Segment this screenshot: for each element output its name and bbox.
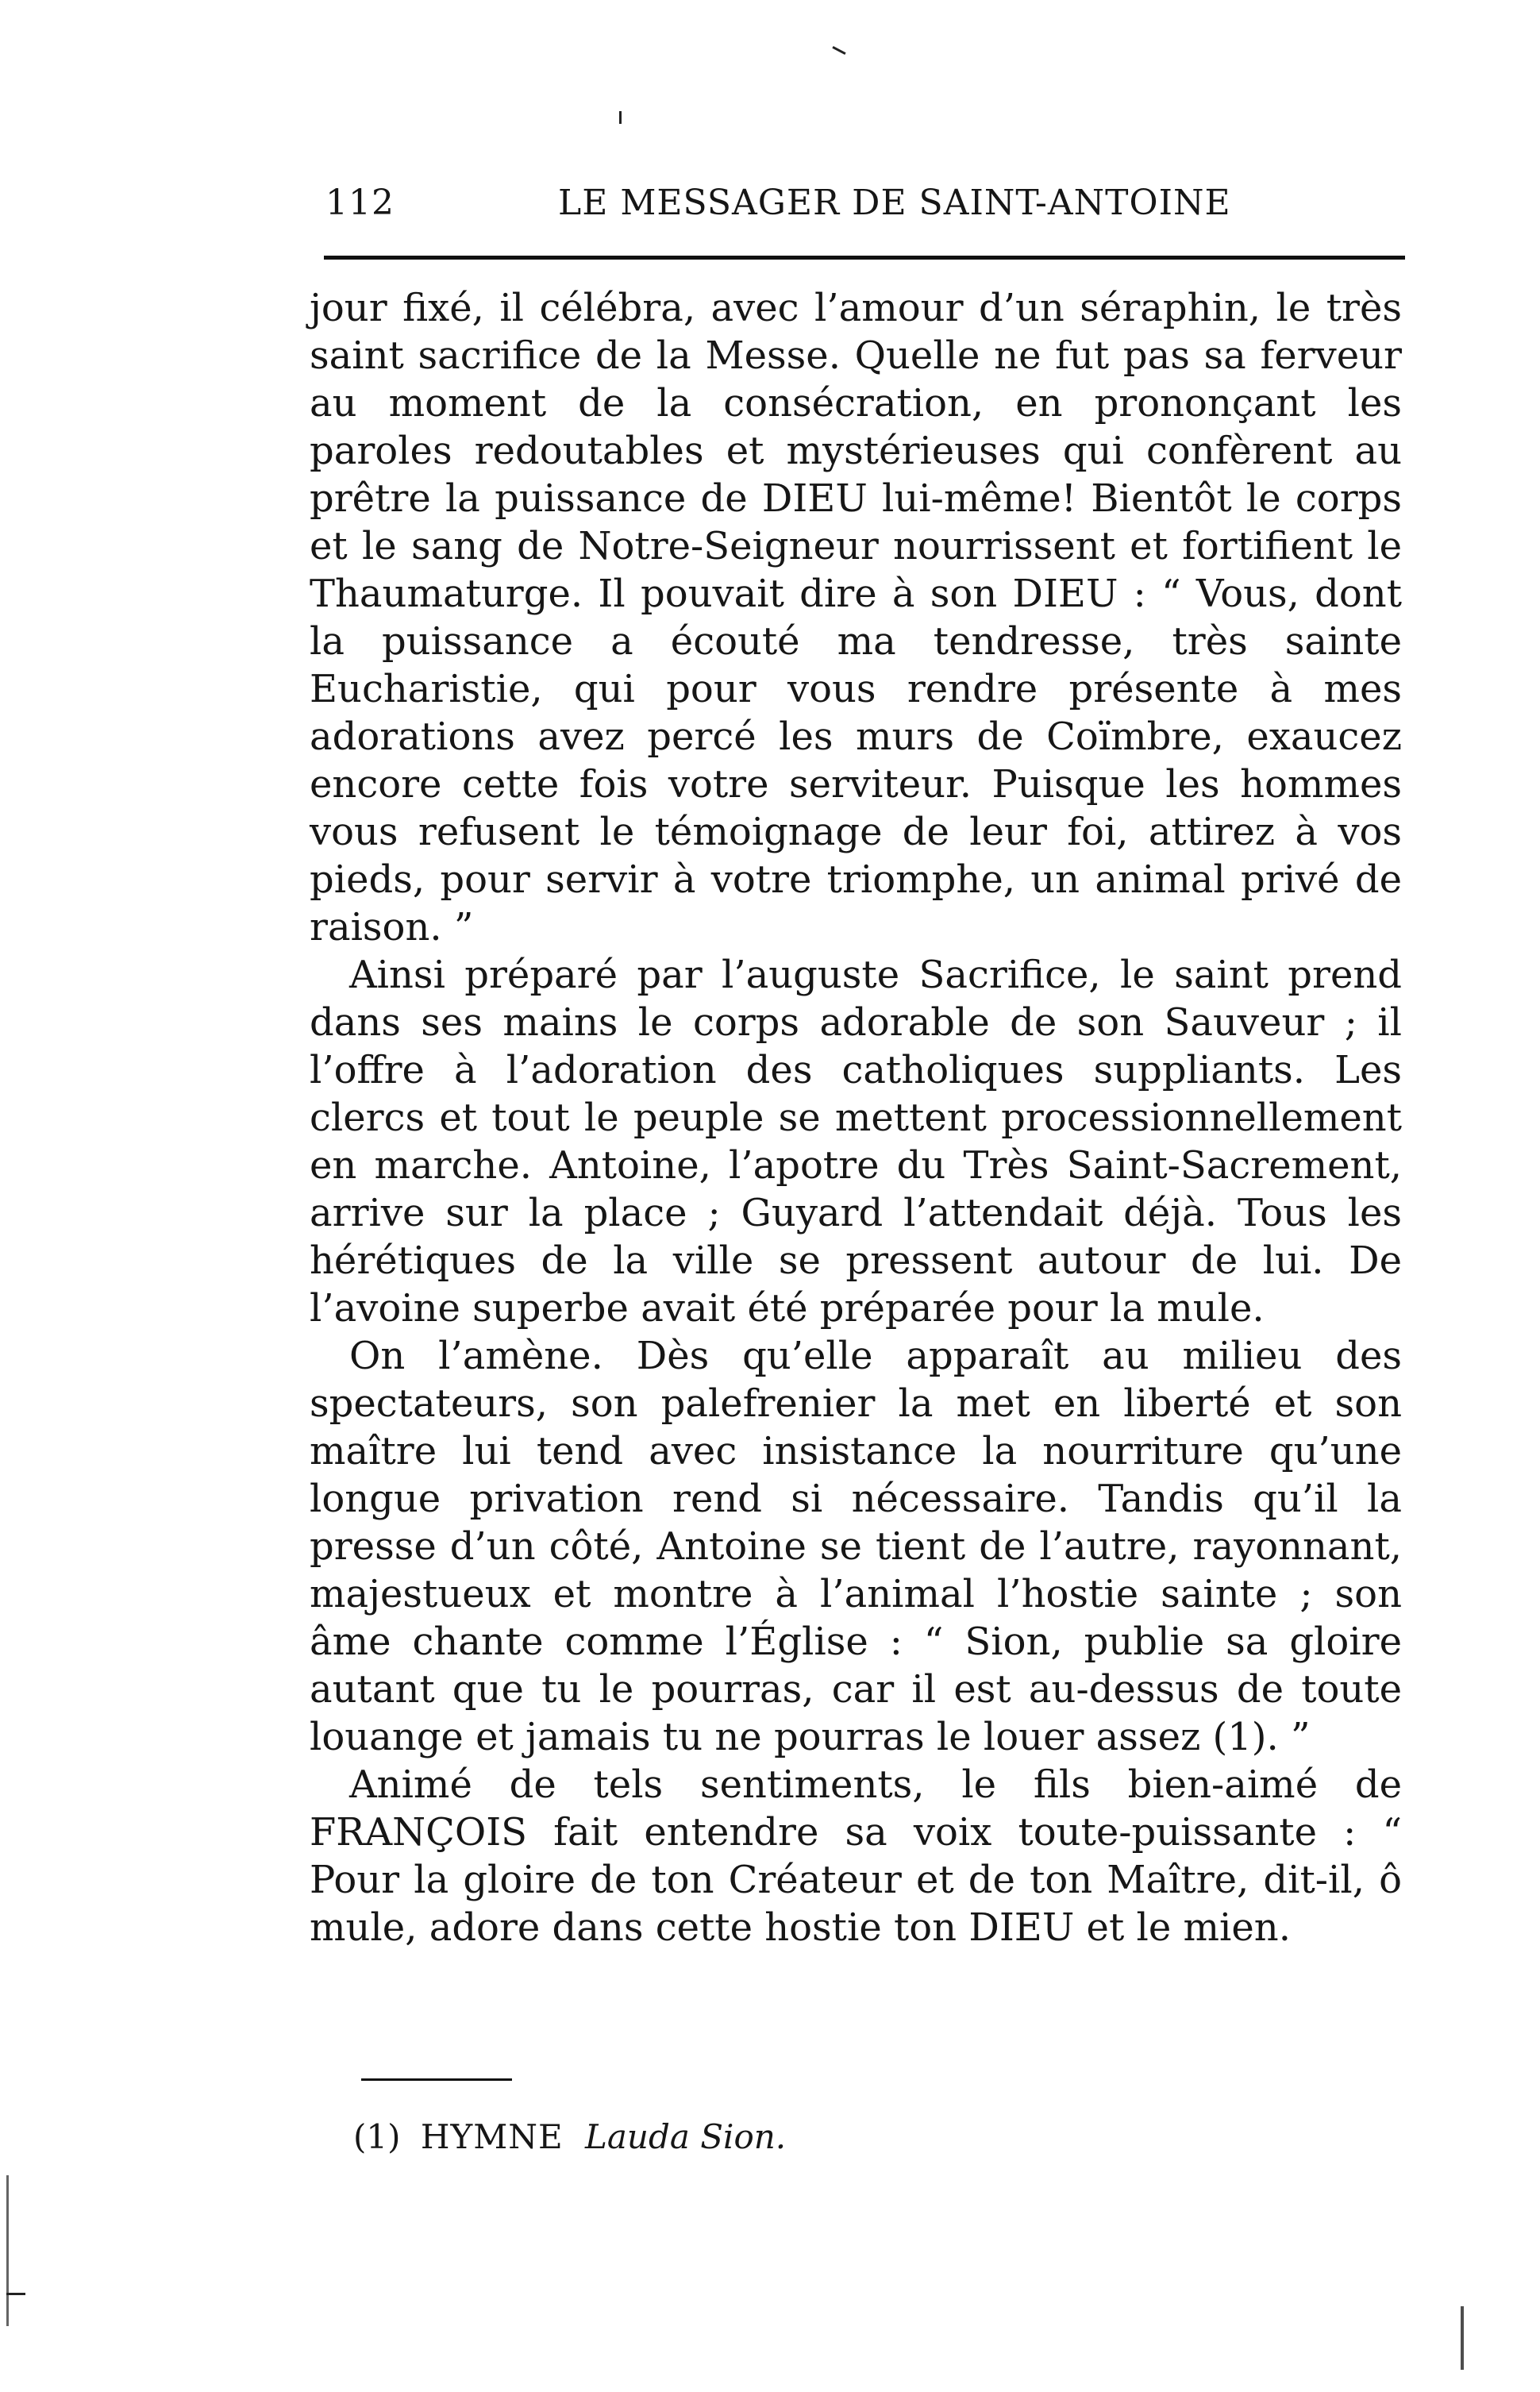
- print-speck: [619, 111, 622, 124]
- body-text: [310, 284, 1402, 1951]
- footnote: [353, 2116, 786, 2159]
- footnote-marker: (1): [353, 2117, 401, 2156]
- footnote-title: Lauda Sion.: [585, 2117, 787, 2156]
- footnote-rule: [361, 2078, 512, 2081]
- margin-mark: [6, 2175, 9, 2326]
- paragraph-3: On l’amène. Dès qu’elle apparaît au milieu des spectateurs, son palefrenier la met en liberté et son maître lui tend avec insistance la nourriture qu’une longue privation rend si nécessaire. Tandis qu’il la presse d’un côté, Antoine se tient de l’autre, rayonnant, majestueux et montre à l’animal l’hostie sainte ; son âme chante comme l’Église : “ Sion, publie sa gloire autant que tu le pourras, car il est au-dessus de toute louange et jamais tu ne pourras le louer assez (1). ”: [310, 1334, 1402, 1759]
- paragraph-4: Animé de tels sentiments, le fils bien-aimé de FRANÇOIS fait entendre sa voix toute-puissante : “ Pour la gloire de ton Créateur et de ton Maître, dit-il, ô mule, adore dans cette hostie ton DIEU et le mien.: [310, 1762, 1402, 1950]
- paragraph-2: Ainsi préparé par l’auguste Sacrifice, le saint prend dans ses mains le corps adorable de son Sauveur ; il l’offre à l’adoration des catholiques suppliants. Les clercs et tout le peuple se mettent processionnellement en marche. Antoine, l’apotre du Très Saint-Sacrement, arrive sur la place ; Guyard l’attendait déjà. Tous les hérétiques de la ville se pressent autour de lui. De l’avoine superbe avait été préparée pour la mule.: [310, 953, 1402, 1331]
- margin-mark: [6, 2293, 25, 2295]
- print-speck: [1461, 2306, 1464, 2370]
- header-rule: [324, 256, 1405, 260]
- running-title: LE MESSAGER DE SAINT-ANTOINE: [558, 183, 1231, 223]
- print-speck: [832, 46, 845, 55]
- paragraph-1: jour fixé, il célébra, avec l’amour d’un séraphin, le très saint sacrifice de la Messe. Quelle ne fut pas sa ferveur au moment de la consécration, en prononçant les paroles redoutables et mystérieuses qui confèrent au prêtre la puissance de DIEU lui-même! Bientôt le corps et le sang de Notre-Seigneur nourrissent et fortifient le Thaumaturge. Il pouvait dire à son DIEU : “ Vous, dont la puissance a écouté ma tendresse, très sainte Eucharistie, qui pour vous rendre présente à mes adorations avez percé les murs de Coïmbre, exaucez encore cette fois votre serviteur. Puisque les hommes vous refusent le témoignage de leur foi, attirez à vos pieds, pour servir à votre triomphe, un animal privé de raison. ”: [310, 286, 1402, 949]
- page-header: [325, 179, 1405, 227]
- page-number: 112: [325, 183, 395, 223]
- footnote-label: HYMNE: [420, 2117, 564, 2156]
